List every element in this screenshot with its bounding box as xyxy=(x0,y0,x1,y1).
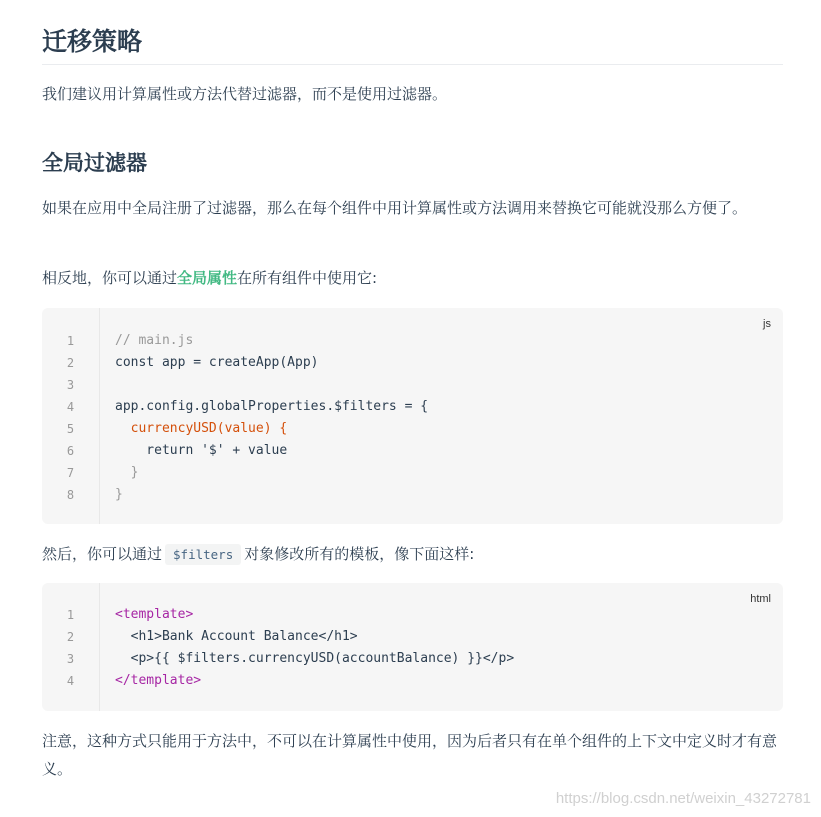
code-line: const app = createApp(App) xyxy=(115,355,319,370)
line-number: 4 xyxy=(66,400,75,414)
code-line: app.config.globalProperties.$filters = { xyxy=(115,399,429,414)
watermark: https://blog.csdn.net/weixin_43272781 xyxy=(555,790,811,807)
paragraph-text-after: 在所有组件中使用它: xyxy=(237,269,378,287)
line-number: 4 xyxy=(66,674,75,688)
line-number: 2 xyxy=(66,356,75,370)
code-line xyxy=(115,330,193,352)
code-line: return '$' + value xyxy=(115,443,288,458)
note-paragraph: 注意，这种方式只能用于方法中，不可以在计算属性中使用，因为后者只有在单个组件的上下文中定义时才有意义。 xyxy=(42,732,778,778)
global-properties-paragraph xyxy=(42,264,783,292)
global-filters-paragraph: 如果在应用中全局注册了过滤器，那么在每个组件中用计算属性或方法调用来替换它可能就没那么方便了。 xyxy=(42,199,748,217)
section-title-global-filters: 全局过滤器 xyxy=(42,151,147,175)
code-line: currencyUSD(value) { xyxy=(115,421,288,436)
code-line: <h1>Bank Account Balance</h1> xyxy=(115,629,358,644)
line-number: 8 xyxy=(66,488,75,502)
line-number: 6 xyxy=(66,444,75,458)
title-divider xyxy=(42,64,783,65)
line-number: 1 xyxy=(66,334,75,348)
paragraph-text-after: 对象修改所有的模板，像下面这样: xyxy=(244,545,475,563)
code-line: } xyxy=(115,487,123,502)
code-comment: // main.js xyxy=(115,333,194,348)
line-number-gutter xyxy=(42,583,100,711)
paragraph-text-before: 相反地，你可以通过 xyxy=(42,269,178,287)
section-title-migration: 迁移策略 xyxy=(42,27,143,56)
line-number: 3 xyxy=(66,652,75,666)
code-language-label: js xyxy=(763,318,771,330)
line-number-gutter xyxy=(42,308,100,524)
filters-object-paragraph xyxy=(42,540,783,569)
code-line: </template> xyxy=(115,673,202,688)
line-number: 2 xyxy=(66,630,75,644)
code-block-html xyxy=(42,583,783,711)
global-properties-link[interactable]: 全局属性 xyxy=(177,269,238,287)
code-line: <p>{{ $filters.currencyUSD(accountBalance) }}</p> xyxy=(115,651,515,666)
code-line: } xyxy=(115,465,139,480)
code-language-label: html xyxy=(750,593,771,605)
line-number: 1 xyxy=(66,608,75,622)
inline-code-filters: $filters xyxy=(165,544,241,565)
code-line: <template> xyxy=(115,607,194,622)
line-number: 7 xyxy=(66,466,75,480)
migration-intro: 我们建议用计算属性或方法代替过滤器，而不是使用过滤器。 xyxy=(42,85,448,103)
line-number: 5 xyxy=(66,422,75,436)
line-number: 3 xyxy=(66,378,75,392)
code-block-js xyxy=(42,308,783,524)
paragraph-text-before: 然后，你可以通过 xyxy=(42,545,163,563)
